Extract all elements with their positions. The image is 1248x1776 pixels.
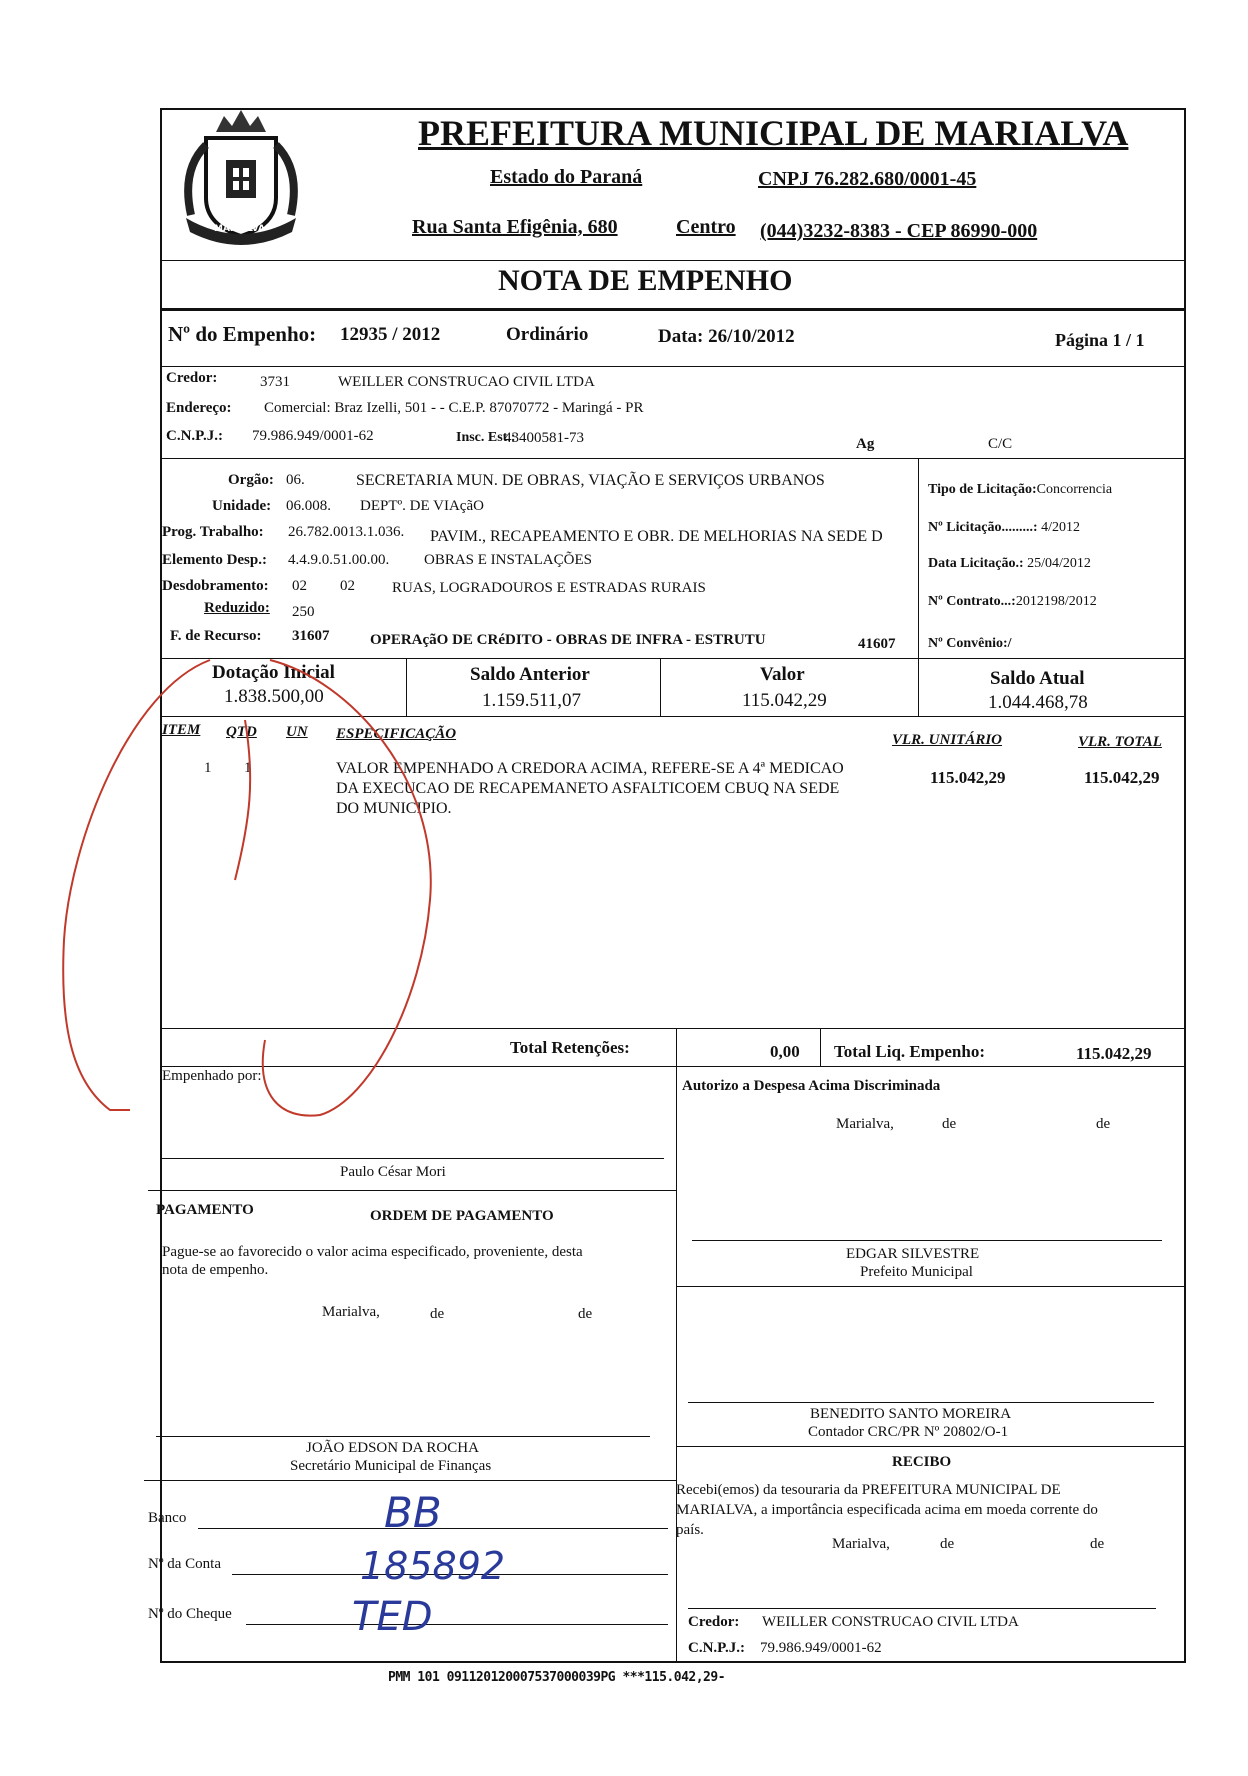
saldo-anterior-label: Saldo Anterior	[470, 664, 590, 685]
divider	[660, 658, 661, 716]
licitacao-date: Data Licitação.: 25/04/2012	[928, 556, 1091, 571]
handwritten-conta: 185892	[360, 1544, 506, 1588]
orgao-code: 06.	[286, 472, 305, 488]
prog-name: PAVIM., RECAPEAMENTO E OBR. DE MELHORIAS NA SEDE D	[430, 528, 883, 545]
pagamento-de1: de	[430, 1306, 445, 1322]
dotacao-label: Dotação Inicial	[212, 662, 335, 683]
pagamento-city: Marialva,	[322, 1304, 380, 1320]
signature-line	[688, 1608, 1156, 1609]
pagamento-de2: de	[578, 1306, 593, 1322]
page-number: Página 1 / 1	[1055, 330, 1145, 350]
item-number: 1	[204, 760, 212, 776]
orgao-name: SECRETARIA MUN. DE OBRAS, VIAÇÃO E SERVIÇOS URBANOS	[356, 472, 825, 489]
orgao-label: Orgão:	[228, 472, 274, 488]
licitacao-number: Nº Licitação.........: 4/2012	[928, 520, 1080, 535]
recibo-de1: de	[940, 1536, 955, 1552]
coat-of-arms-logo	[166, 100, 316, 252]
banco-label: Banco	[148, 1510, 187, 1526]
divider	[148, 1190, 676, 1191]
item-desc-line2: DA EXECUCAO DE RECAPEMANETO ASFALTICOEM CBUQ NA SEDE	[336, 780, 840, 797]
total-retencoes-label: Total Retenções:	[510, 1038, 630, 1057]
recibo-de2: de	[1090, 1536, 1105, 1552]
divider	[676, 1066, 677, 1663]
insc-label: Insc. Est.:	[456, 430, 516, 445]
item-desc-line3: DO MUNICIPIO.	[336, 800, 452, 817]
item-qtd: 1	[244, 760, 252, 776]
recibo-cnpj: 79.986.949/0001-62	[760, 1640, 882, 1656]
saldo-atual-label: Saldo Atual	[990, 668, 1085, 689]
valor-label: Valor	[760, 664, 805, 685]
autorizo-city: Marialva,	[836, 1116, 894, 1132]
total-liq-value: 115.042,29	[1076, 1044, 1152, 1063]
unidade-code: 06.008.	[286, 498, 331, 514]
secretario-name: JOÃO EDSON DA ROCHA	[306, 1440, 479, 1456]
cnpj-label: CNPJ 76.282.680/0001-45	[758, 168, 977, 190]
col-header-qtd: QTD	[226, 724, 257, 740]
credor-name: WEILLER CONSTRUCAO CIVIL LTDA	[338, 374, 595, 390]
document-title: NOTA DE EMPENHO	[498, 264, 793, 297]
empenhado-label: Empenhado por:	[162, 1068, 262, 1084]
recibo-line2: MARIALVA, a importância especificada acima em moeda corrente do	[676, 1502, 1098, 1518]
col-header-unit-value: VLR. UNITÁRIO	[892, 732, 1003, 748]
elemento-name: OBRAS E INSTALAÇÕES	[424, 552, 592, 568]
saldo-anterior-value: 1.159.511,07	[482, 690, 582, 711]
item-total-value: 115.042,29	[1084, 768, 1160, 787]
insc-value: 43400581-73	[504, 430, 584, 446]
address-label: Endereço:	[166, 400, 232, 416]
credor-cnpj-label: C.N.P.J.:	[166, 428, 223, 444]
divider	[144, 1480, 676, 1481]
recurso-name: OPERAçãO DE CRéDITO - OBRAS DE INFRA - ESTRUTU	[370, 632, 766, 648]
unidade-label: Unidade:	[212, 498, 272, 514]
handwritten-cheque: TED	[352, 1594, 433, 1640]
desdob-code1: 02	[292, 578, 307, 594]
divider	[676, 1286, 1186, 1287]
item-desc-line1: VALOR EMPENHADO A CREDORA ACIMA, REFERE-SE A 4ª MEDICAO	[336, 760, 844, 777]
credor-address: Comercial: Braz Izelli, 501 - - C.E.P. 87070772 - Maringá - PR	[264, 400, 644, 416]
pagamento-text1: Pague-se ao favorecido o valor acima especificado, proveniente, desta	[162, 1244, 583, 1260]
handwritten-banco: BB	[384, 1488, 442, 1537]
credor-code: 3731	[260, 374, 290, 390]
recibo-label: RECIBO	[892, 1454, 952, 1470]
divider	[676, 1028, 677, 1066]
desdob-code2: 02	[340, 578, 355, 594]
divider	[160, 260, 1186, 261]
page-title: PREFEITURA MUNICIPAL DE MARIALVA	[418, 113, 1129, 153]
prefeito-name: EDGAR SILVESTRE	[846, 1246, 980, 1262]
empenho-number: 12935 / 2012	[340, 324, 441, 345]
tipo-licitacao: Tipo de Licitação:Concorrencia	[928, 482, 1113, 497]
desdob-label: Desdobramento:	[162, 578, 269, 594]
reduzido-value: 250	[292, 604, 315, 620]
divider	[918, 658, 919, 716]
col-header-total-value: VLR. TOTAL	[1078, 734, 1162, 750]
unidade-name: DEPTº. DE VIAçãO	[360, 498, 484, 514]
col-header-un: UN	[286, 724, 308, 740]
credor-cnpj: 79.986.949/0001-62	[252, 428, 374, 444]
convenio-number: Nº Convênio:/	[928, 636, 1012, 651]
recibo-line3: país.	[676, 1522, 704, 1538]
ag-label: Ag	[856, 436, 875, 452]
col-header-item: ITEM	[162, 722, 201, 738]
elemento-label: Elemento Desp.:	[162, 552, 267, 568]
recibo-city: Marialva,	[832, 1536, 890, 1552]
recibo-credor-name: WEILLER CONSTRUCAO CIVIL LTDA	[762, 1614, 1019, 1630]
recurso-code2: 41607	[858, 636, 896, 652]
contador-name: BENEDITO SANTO MOREIRA	[810, 1406, 1012, 1422]
pagamento-label: PAGAMENTO	[156, 1202, 254, 1218]
secretario-role: Secretário Municipal de Finanças	[290, 1458, 492, 1474]
recibo-line1: Recebi(emos) da tesouraria da PREFEITURA MUNICIPAL DE	[676, 1482, 1061, 1498]
district-label: Centro	[676, 216, 736, 238]
empenhado-name: Paulo César Mori	[340, 1164, 446, 1180]
autorizo-label: Autorizo a Despesa Acima Discriminada	[682, 1078, 941, 1094]
cc-label: C/C	[988, 436, 1013, 452]
desdob-name: RUAS, LOGRADOUROS E ESTRADAS RURAIS	[392, 580, 706, 596]
item-unit-value: 115.042,29	[930, 768, 1006, 787]
street-label: Rua Santa Efigênia, 680	[412, 216, 618, 238]
prog-code: 26.782.0013.1.036.	[288, 524, 405, 540]
signature-line	[156, 1436, 650, 1437]
prefeito-role: Prefeito Municipal	[860, 1264, 973, 1280]
dotacao-value: 1.838.500,00	[224, 686, 324, 707]
total-liq-label: Total Liq. Empenho:	[834, 1042, 985, 1061]
contador-role: Contador CRC/PR Nº 20802/O-1	[808, 1424, 1009, 1440]
pagamento-text2: nota de empenho.	[162, 1262, 269, 1278]
divider	[820, 1028, 821, 1066]
autorizo-de2: de	[1096, 1116, 1111, 1132]
empenho-label: Nº do Empenho:	[168, 322, 317, 346]
contrato-number: Nº Contrato...:2012198/2012	[928, 594, 1097, 609]
divider	[160, 458, 1186, 459]
divider	[160, 308, 1186, 311]
conta-label: Nº da Conta	[148, 1556, 221, 1572]
crest-ribbon-text: MARIALVA	[214, 224, 265, 234]
cheque-field-line	[246, 1624, 668, 1625]
recibo-credor-label: Credor:	[688, 1614, 740, 1630]
credor-label: Credor:	[166, 370, 218, 386]
autorizo-de1: de	[942, 1116, 957, 1132]
valor-value: 115.042,29	[742, 690, 827, 711]
divider	[676, 1446, 1186, 1447]
signature-line	[688, 1402, 1154, 1403]
recurso-code: 31607	[292, 628, 330, 644]
col-header-especificacao: ESPECIFICAÇÃO	[336, 726, 457, 742]
recibo-cnpj-label: C.N.P.J.:	[688, 1640, 745, 1656]
prog-label: Prog. Trabalho:	[162, 524, 264, 540]
divider	[160, 366, 1186, 367]
cheque-label: Nº do Cheque	[148, 1606, 232, 1622]
footer-barcode-text: PMM 101 09112012000753700003​9PG ***115.042,29-	[388, 1670, 726, 1685]
saldo-atual-value: 1.044.468,78	[988, 692, 1088, 713]
red-pen-mark	[50, 640, 470, 1180]
divider	[918, 458, 919, 658]
signature-line	[692, 1240, 1162, 1241]
phone-cep-label: (044)3232-8383 - CEP 86990-000	[760, 220, 1038, 242]
recurso-label: F. de Recurso:	[170, 628, 262, 644]
empenho-date: Data: 26/10/2012	[658, 326, 795, 347]
total-retencoes-value: 0,00	[770, 1042, 800, 1061]
elemento-code: 4.4.9.0.51.00.00.	[288, 552, 390, 568]
reduzido-label: Reduzido:	[204, 600, 270, 616]
empenho-type: Ordinário	[506, 324, 589, 345]
ordem-pagamento-label: ORDEM DE PAGAMENTO	[370, 1208, 554, 1224]
state-label: Estado do Paraná	[490, 166, 643, 188]
